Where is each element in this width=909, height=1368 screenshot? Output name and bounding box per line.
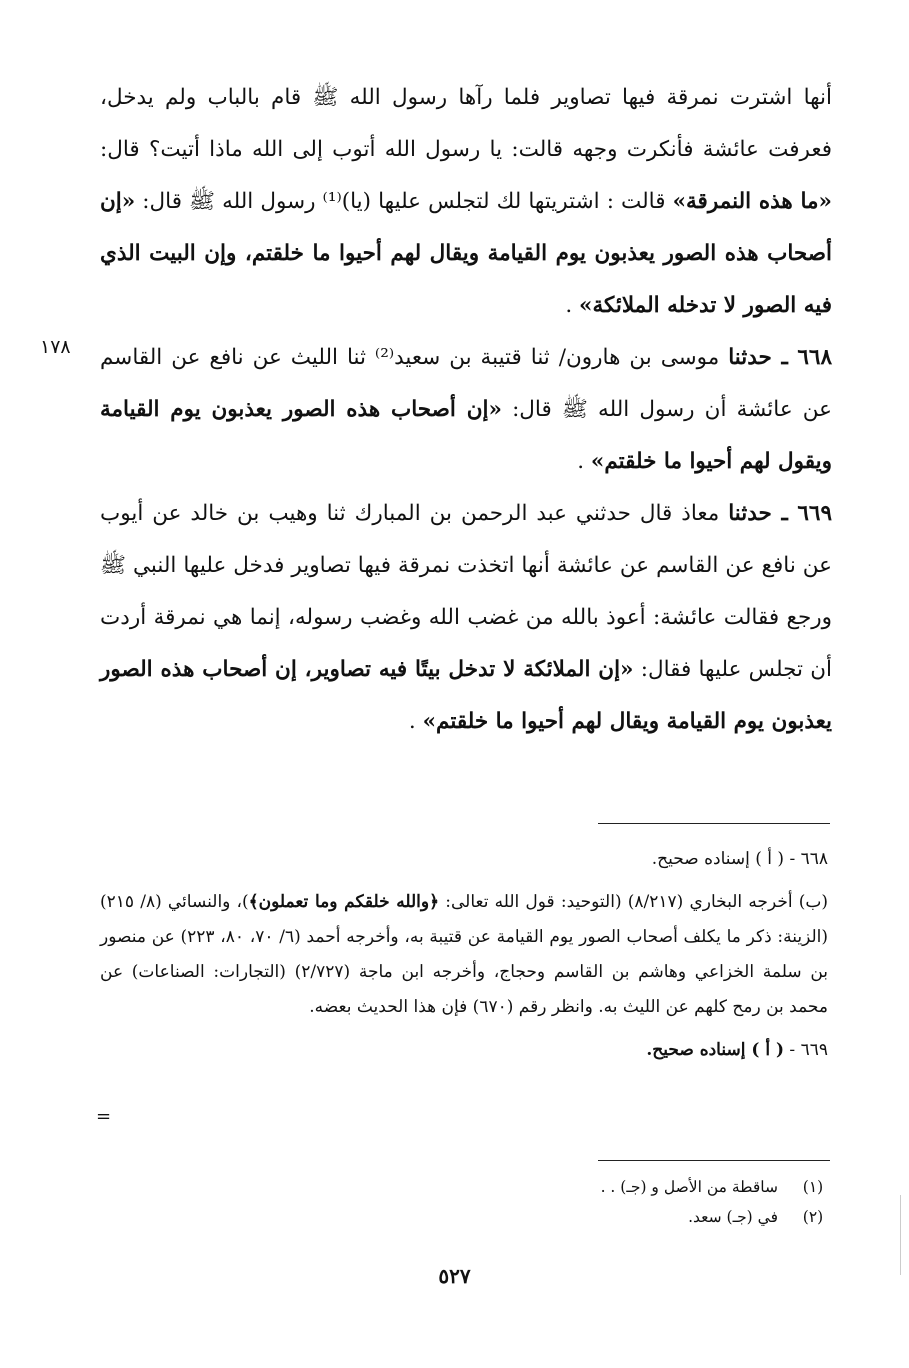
p1-end: . xyxy=(565,293,580,318)
p1-quote-a: «ما هذه النمرقة» xyxy=(672,189,832,214)
note-668-b-text1: (ب) أخرجه البخاري (٨/٢١٧) (التوحيد: قول الله تعالى: xyxy=(439,892,828,912)
page-number: ٥٢٧ xyxy=(438,1264,471,1288)
p1-text-c: قالت : اشتريتها لك لتجلس عليها (يا)⁽¹⁾ رسول الله ﷺ قال: xyxy=(135,189,673,214)
note-669-number: ٦٦٩ - xyxy=(784,1040,828,1060)
p1-quote-b: «إن أصحاب هذه الصور يعذبون يوم القيامة ويقال لهم أحيوا ما خلقتم، وإن البيت الذي فيه الصور لا تدخله الملائكة» xyxy=(100,189,832,318)
footnotes xyxy=(400,1172,828,1232)
hadith-669-quote: «إن الملائكة لا تدخل بيتًا فيه تصاوير، إن أصحاب هذه الصور يعذبون يوم القيامة ويقال لهم أحيوا ما خلقتم» xyxy=(100,657,832,734)
hadith-668-number: ٦٦٨ ـ حدثنا xyxy=(728,345,833,370)
paragraph-1 xyxy=(100,72,832,332)
commentary-notes xyxy=(100,842,828,1068)
footnote-2 xyxy=(400,1202,828,1232)
hadith-669-number: ٦٦٩ ـ حدثنا xyxy=(728,501,832,526)
margin-page-number: ١٧٨ xyxy=(40,336,71,358)
notes-separator xyxy=(598,823,830,824)
note-668-a: ٦٦٨ - ( أ ) إسناده صحيح. xyxy=(651,849,828,869)
continuation-mark: = xyxy=(96,1106,112,1127)
footnote-2-text: في (جـ) سعد. xyxy=(688,1208,778,1226)
hadith-669-chain: معاذ قال حدثني عبد الرحمن بن المبارك ثنا وهيب بن خالد عن أيوب عن نافع عن القاسم عن عائشة أنها اتخذت نمرقة فيها تصاوير فدخل عليها النبي ﷺ ورجع فقالت عائشة: أعوذ بالله من غضب الله وغضب رسوله، إنما هي نمرقة أردت أن تجلس عليها فقال: xyxy=(100,501,832,682)
note-669-a xyxy=(100,1033,828,1068)
main-text xyxy=(100,72,832,748)
footnote-2-number: (٢) xyxy=(802,1208,824,1226)
paragraph-669 xyxy=(100,488,832,748)
footnote-separator xyxy=(598,1160,830,1161)
footnote-1-number: (١) xyxy=(802,1178,824,1196)
hadith-668-chain: موسى بن هارون/ ثنا قتيبة بن سعيد⁽²⁾ ثنا الليث عن نافع عن القاسم عن عائشة أن رسول الله ﷺ قال: xyxy=(100,345,832,422)
footnote-1-text: ساقطة من الأصل و (جـ) . . xyxy=(600,1178,778,1196)
page-edge-line xyxy=(900,1195,901,1275)
p1-text-a: أنها اشترت نمرقة فيها تصاوير فلما رآها رسول الله ﷺ قام بالباب ولم يدخل، فعرفت عائشة فأنكرت وجهه قالت: يا رسول الله أتوب إلى الله ماذا أتيت؟ قال: xyxy=(100,85,832,162)
hadith-668-end: . xyxy=(577,449,591,474)
paragraph-668 xyxy=(100,332,832,488)
hadith-668-quote: «إن أصحاب هذه الصور يعذبون يوم القيامة ويقول لهم أحيوا ما خلقتم» xyxy=(100,397,832,474)
note-668-b-verse: ﴿والله خلقكم وما تعملون﴾ xyxy=(248,892,440,912)
note-668-b xyxy=(100,885,828,1025)
footnote-1 xyxy=(400,1172,828,1202)
note-668-b-text2: )، والنسائي (٨/ ٢١٥) (الزينة: ذكر ما يكلف أصحاب الصور يوم القيامة عن قتيبة به، وأخرجه أحمد (٦/ ٧٠، ٨٠، ٢٢٣) عن منصور بن سلمة الخزاعي وهاشم بن القاسم وحجاج، وأخرجه ابن ماجة (٢/٧٢٧) (التجارات: الصناعات) عن محمد بن رمح كلهم عن الليث به. وانظر رقم (٦٧٠) فإن هذا الحديث بعضه. xyxy=(100,892,828,1017)
note-669-text: ( أ ) إسناده صحيح. xyxy=(646,1040,785,1060)
hadith-669-end: . xyxy=(408,709,423,734)
